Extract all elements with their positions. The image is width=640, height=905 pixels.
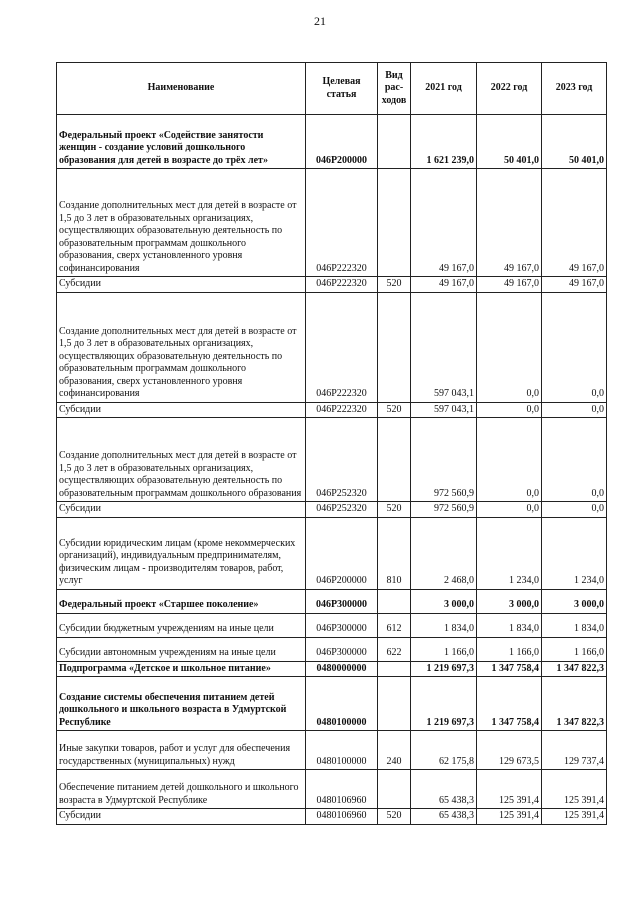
row-expense-type (378, 770, 411, 809)
row-expense-type: 612 (378, 613, 411, 637)
row-target-code: 046P300000 (306, 613, 378, 637)
table-row (57, 418, 607, 502)
row-name: Создание системы обеспечения питанием детей дошкольного и школьного возраста в Удмуртской Республике (57, 677, 306, 731)
row-value-2022: 0,0 (477, 402, 542, 418)
row-value-2022: 1 834,0 (477, 613, 542, 637)
row-value-2022: 49 167,0 (477, 169, 542, 277)
row-name: Создание дополнительных мест для детей в возрасте от 1,5 до 3 лет в образовательных организациях, осуществляющих образовательную деятельность по образовательным программам дошкольного образования, сверх установленного уровня софинансирования (57, 169, 306, 277)
row-expense-type (378, 589, 411, 613)
table-row (57, 402, 607, 418)
row-value-2022: 1 166,0 (477, 637, 542, 661)
row-expense-type (378, 661, 411, 677)
row-value-2022: 0,0 (477, 418, 542, 502)
table-row (57, 613, 607, 637)
row-expense-type (378, 292, 411, 402)
row-value-2023: 0,0 (542, 502, 607, 518)
row-value-2022: 0,0 (477, 502, 542, 518)
row-value-2021: 1 834,0 (411, 613, 477, 637)
row-value-2023: 50 401,0 (542, 115, 607, 169)
table-row (57, 637, 607, 661)
row-target-code: 046P222320 (306, 277, 378, 293)
row-value-2023: 125 391,4 (542, 809, 607, 825)
row-value-2022: 0,0 (477, 292, 542, 402)
row-target-code: 046P252320 (306, 418, 378, 502)
row-value-2023: 125 391,4 (542, 770, 607, 809)
row-value-2021: 62 175,8 (411, 731, 477, 770)
row-value-2021: 597 043,1 (411, 402, 477, 418)
row-value-2021: 1 166,0 (411, 637, 477, 661)
row-value-2023: 0,0 (542, 402, 607, 418)
row-target-code: 046P200000 (306, 517, 378, 589)
row-expense-type (378, 677, 411, 731)
table-row (57, 731, 607, 770)
table-header-row (57, 63, 607, 115)
row-value-2022: 125 391,4 (477, 770, 542, 809)
row-name: Субсидии бюджетным учреждениям на иные цели (57, 613, 306, 637)
row-target-code: 0480106960 (306, 809, 378, 825)
table-body (57, 115, 607, 825)
row-expense-type: 622 (378, 637, 411, 661)
table-row (57, 115, 607, 169)
row-value-2021: 65 438,3 (411, 809, 477, 825)
row-value-2022: 129 673,5 (477, 731, 542, 770)
row-value-2023: 0,0 (542, 292, 607, 402)
header-type: Вид рас-ходов (378, 63, 411, 115)
row-value-2022: 1 347 758,4 (477, 677, 542, 731)
table-row (57, 770, 607, 809)
row-name: Субсидии (57, 402, 306, 418)
row-target-code: 046P300000 (306, 589, 378, 613)
row-value-2021: 972 560,9 (411, 502, 477, 518)
row-value-2021: 1 219 697,3 (411, 661, 477, 677)
row-name: Субсидии (57, 277, 306, 293)
row-expense-type (378, 169, 411, 277)
row-value-2021: 65 438,3 (411, 770, 477, 809)
row-target-code: 046P222320 (306, 402, 378, 418)
row-name: Федеральный проект «Старшее поколение» (57, 589, 306, 613)
row-value-2023: 49 167,0 (542, 169, 607, 277)
table-row (57, 277, 607, 293)
row-name: Создание дополнительных мест для детей в возрасте от 1,5 до 3 лет в образовательных организациях, осуществляющих образовательную деятельность по образовательным программам дошкольного образования (57, 418, 306, 502)
row-value-2023: 49 167,0 (542, 277, 607, 293)
row-value-2023: 3 000,0 (542, 589, 607, 613)
row-target-code: 0480000000 (306, 661, 378, 677)
table-row (57, 661, 607, 677)
row-target-code: 046P200000 (306, 115, 378, 169)
row-target-code: 046P222320 (306, 292, 378, 402)
row-value-2022: 50 401,0 (477, 115, 542, 169)
row-value-2021: 597 043,1 (411, 292, 477, 402)
row-expense-type: 520 (378, 502, 411, 518)
row-name: Иные закупки товаров, работ и услуг для обеспечения государственных (муниципальных) нужд (57, 731, 306, 770)
row-name: Обеспечение питанием детей дошкольного и школьного возраста в Удмуртской Республике (57, 770, 306, 809)
table-row (57, 517, 607, 589)
budget-table (56, 62, 607, 825)
header-2023: 2023 год (542, 63, 607, 115)
row-name: Субсидии (57, 809, 306, 825)
row-value-2023: 1 234,0 (542, 517, 607, 589)
row-value-2021: 49 167,0 (411, 169, 477, 277)
row-name: Субсидии юридическим лицам (кроме некоммерческих организаций), индивидуальным предпринимателям, физическим лицам - производителям товаров, работ, услуг (57, 517, 306, 589)
row-name: Субсидии (57, 502, 306, 518)
row-name: Субсидии автономным учреждениям на иные цели (57, 637, 306, 661)
header-name: Наименование (57, 63, 306, 115)
page-number: 21 (314, 14, 326, 28)
row-value-2021: 49 167,0 (411, 277, 477, 293)
row-value-2022: 1 347 758,4 (477, 661, 542, 677)
row-value-2023: 1 834,0 (542, 613, 607, 637)
row-expense-type: 810 (378, 517, 411, 589)
row-expense-type: 520 (378, 809, 411, 825)
header-2022: 2022 год (477, 63, 542, 115)
row-value-2023: 1 166,0 (542, 637, 607, 661)
row-value-2023: 1 347 822,3 (542, 661, 607, 677)
row-name: Создание дополнительных мест для детей в возрасте от 1,5 до 3 лет в образовательных организациях, осуществляющих образовательную деятельность по образовательным программам дошкольного образования, сверх установленного уровня софинансирования (57, 292, 306, 402)
row-value-2023: 129 737,4 (542, 731, 607, 770)
row-target-code: 0480100000 (306, 731, 378, 770)
row-target-code: 0480106960 (306, 770, 378, 809)
table-row (57, 677, 607, 731)
row-value-2022: 3 000,0 (477, 589, 542, 613)
row-name: Федеральный проект «Содействие занятости женщин - создание условий дошкольного образования для детей в возрасте до трёх лет» (57, 115, 306, 169)
row-value-2021: 1 219 697,3 (411, 677, 477, 731)
row-target-code: 046P300000 (306, 637, 378, 661)
row-value-2021: 3 000,0 (411, 589, 477, 613)
table-row (57, 502, 607, 518)
row-target-code: 046P252320 (306, 502, 378, 518)
table-row (57, 292, 607, 402)
table-row (57, 809, 607, 825)
row-name: Подпрограмма «Детское и школьное питание» (57, 661, 306, 677)
header-2021: 2021 год (411, 63, 477, 115)
row-value-2021: 972 560,9 (411, 418, 477, 502)
row-value-2023: 0,0 (542, 418, 607, 502)
row-value-2021: 2 468,0 (411, 517, 477, 589)
row-expense-type (378, 115, 411, 169)
row-target-code: 0480100000 (306, 677, 378, 731)
table-row (57, 589, 607, 613)
row-target-code: 046P222320 (306, 169, 378, 277)
row-expense-type: 520 (378, 402, 411, 418)
row-value-2022: 1 234,0 (477, 517, 542, 589)
table-row (57, 169, 607, 277)
header-target: Целевая статья (306, 63, 378, 115)
row-value-2022: 125 391,4 (477, 809, 542, 825)
row-expense-type: 520 (378, 277, 411, 293)
row-expense-type: 240 (378, 731, 411, 770)
row-value-2022: 49 167,0 (477, 277, 542, 293)
row-value-2023: 1 347 822,3 (542, 677, 607, 731)
row-expense-type (378, 418, 411, 502)
row-value-2021: 1 621 239,0 (411, 115, 477, 169)
